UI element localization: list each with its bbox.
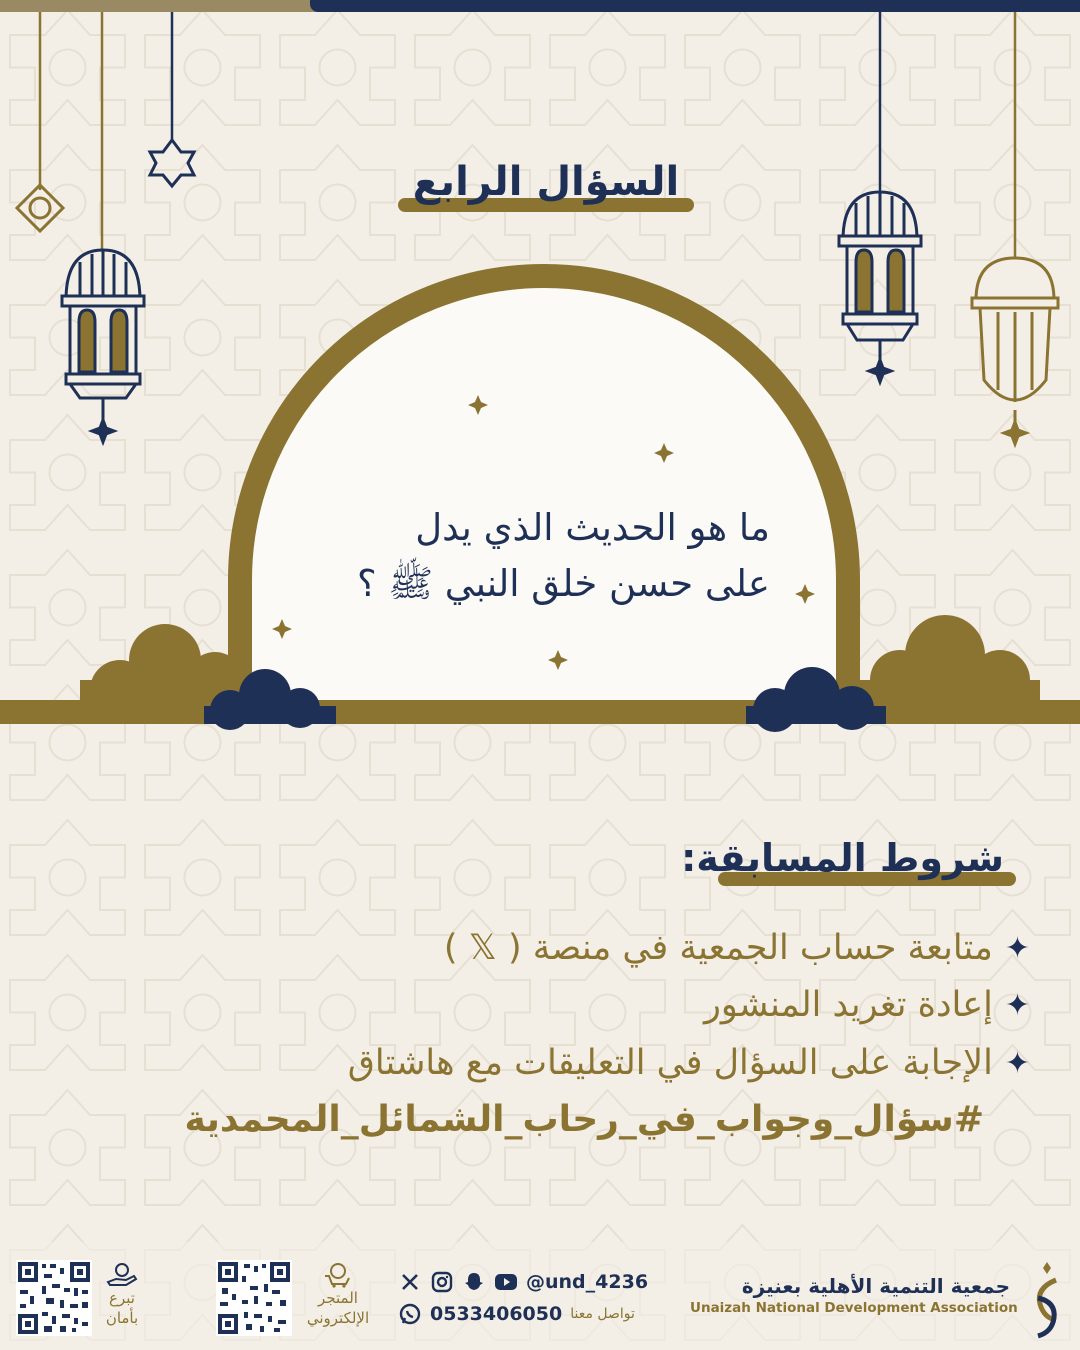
- star-bullet-icon: ✦: [1004, 1045, 1030, 1081]
- store-label-2: الإلكتروني: [306, 1309, 370, 1327]
- rules-list: [184, 920, 1030, 1150]
- page-title: السؤال الرابع: [412, 159, 680, 205]
- donate-qr-code[interactable]: [16, 1260, 92, 1336]
- rule-text: الإجابة على السؤال في التعليقات مع هاشتاق: [347, 1043, 993, 1083]
- store-block: [296, 1262, 380, 1328]
- social-row: [398, 1270, 648, 1294]
- star-bullet-icon: ✦: [1004, 987, 1030, 1023]
- org-name-block: [690, 1274, 1018, 1316]
- donate-hand-coin-icon: [102, 1262, 142, 1288]
- top-bar-gold: [0, 0, 320, 12]
- rule-text: إعادة تغريد المنشور: [703, 985, 993, 1025]
- snapchat-icon[interactable]: [462, 1270, 486, 1294]
- social-handle[interactable]: @und_4236: [526, 1271, 649, 1293]
- store-label-1: المتجر: [318, 1289, 358, 1307]
- top-bar-navy: [310, 0, 1080, 12]
- instagram-icon[interactable]: [430, 1270, 454, 1294]
- title-block: [398, 150, 694, 214]
- terms-heading: شروط المسابقة:: [681, 836, 1004, 880]
- org-name-ar: جمعية التنمية الأهلية بعنيزة: [741, 1274, 1010, 1298]
- org-logo: [1026, 1258, 1068, 1342]
- rule-text: متابعة حساب الجمعية في منصة ( 𝕏 ): [443, 928, 993, 968]
- hashtag-text[interactable]: #سؤال_وجواب_في_رحاب_الشمائل_المحمدية: [184, 1099, 984, 1140]
- rule-item: [300, 920, 1030, 976]
- star-bullet-icon: ✦: [1004, 930, 1030, 966]
- donate-label-2: بأمان: [105, 1309, 139, 1327]
- phone-number[interactable]: 0533406050: [430, 1303, 563, 1325]
- store-qr-code[interactable]: [216, 1260, 292, 1336]
- terms-heading-block: [681, 830, 1016, 892]
- donate-label-1: تبرع: [109, 1289, 135, 1307]
- donate-block: [100, 1262, 144, 1328]
- question-line-2: على حسن خلق النبي ﷺ ؟: [356, 562, 770, 605]
- cart-globe-icon: [323, 1262, 353, 1288]
- question-line-1: ما هو الحديث الذي يدل: [415, 506, 770, 549]
- contact-label: تواصل معنا: [570, 1306, 635, 1322]
- contact-row: [398, 1302, 635, 1326]
- youtube-icon[interactable]: [494, 1270, 518, 1294]
- org-name-en: Unaizah National Development Association: [690, 1300, 1018, 1316]
- rule-item: [300, 976, 1030, 1034]
- question-text: [270, 500, 770, 612]
- whatsapp-icon[interactable]: [398, 1302, 422, 1326]
- x-icon[interactable]: [398, 1270, 422, 1294]
- rule-item: [300, 1034, 1030, 1092]
- hashtag-row: [184, 1092, 1030, 1150]
